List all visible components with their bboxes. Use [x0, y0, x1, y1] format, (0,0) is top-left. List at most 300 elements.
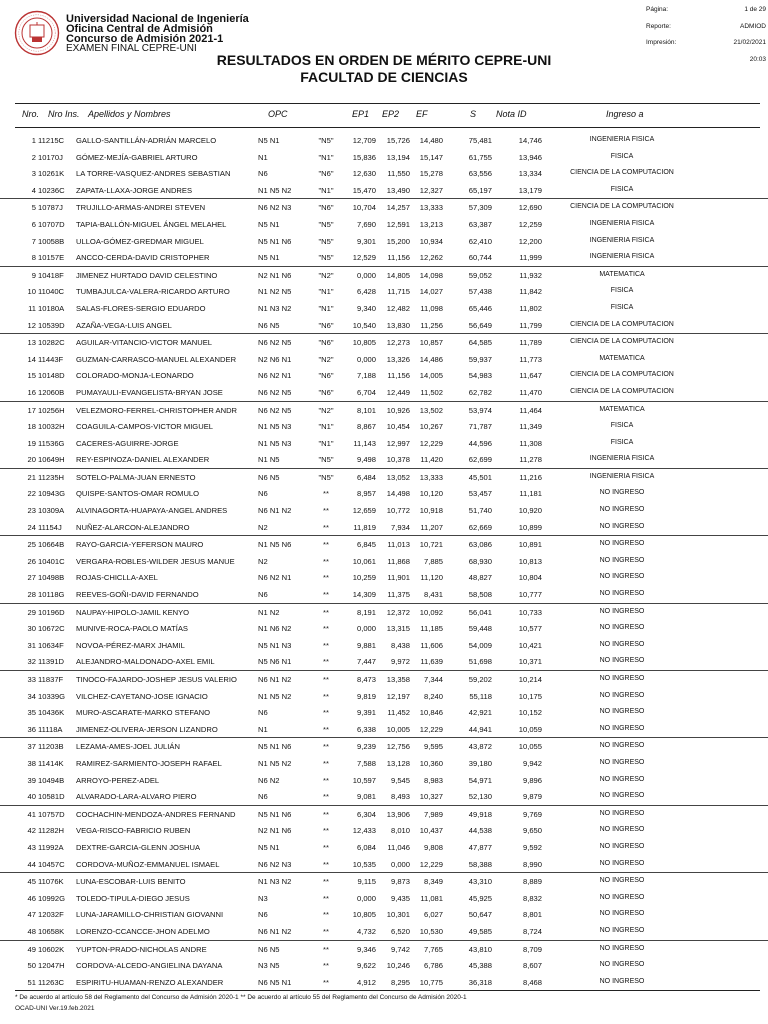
- print-date: 21/02/2021: [733, 39, 766, 47]
- cell-ing: NO INGRESÓ: [599, 556, 645, 564]
- cell-opc: N6: [258, 708, 268, 718]
- cell-opc: N5 N1 N6: [258, 742, 292, 752]
- cell-ing: NO INGRESÓ: [599, 977, 645, 985]
- cell-name: ZAPATA-LLAXA-JORGE ANDRES: [76, 185, 193, 195]
- table-row: [0, 974, 768, 991]
- cell-ef: 7,765: [423, 944, 443, 954]
- cell-opc: N5 N1: [258, 136, 280, 145]
- cell-name: JIMENEZ HURTADO DAVID CELESTINO: [76, 270, 218, 280]
- cell-nota: 9,769: [522, 809, 542, 819]
- cell-nota: 10,421: [518, 640, 542, 650]
- cell-n: 29: [27, 607, 36, 617]
- cell-nota: 10,777: [518, 590, 542, 600]
- cell-ef: 13,333: [419, 203, 443, 213]
- table-row: [0, 367, 768, 384]
- cell-ep2: 13,830: [386, 320, 410, 330]
- cell-opc: N1: [258, 724, 268, 734]
- cell-name: LEZAMA-AMES-JOEL JULIÁN: [76, 742, 180, 752]
- table-row: [0, 653, 768, 670]
- table-row: [0, 216, 768, 233]
- cell-ing: NO INGRESÓ: [599, 961, 645, 969]
- cell-code: "N1": [318, 422, 334, 432]
- cell-ef: 7,989: [423, 809, 443, 819]
- cell-code: **: [323, 573, 329, 583]
- cell-s: 57,309: [468, 203, 492, 213]
- cell-ing: FÍSICA: [610, 422, 634, 430]
- cell-n: 40: [27, 792, 36, 802]
- cell-opc: N1 N5 N2: [258, 185, 292, 195]
- cell-ins: 10157E: [38, 253, 65, 263]
- cell-s: 53,457: [468, 489, 492, 499]
- table-row: [0, 519, 768, 536]
- cell-n: 28: [27, 590, 36, 600]
- table-row: [0, 233, 768, 250]
- cell-ing: NO INGRESÓ: [599, 877, 645, 885]
- cell-ing: CIENCIA DE LA COMPUTACIÓN: [570, 371, 674, 379]
- table-row: [0, 149, 768, 166]
- cell-opc: N1 N5 N2: [258, 758, 292, 768]
- cell-code: "N6": [318, 203, 334, 213]
- table-row: [0, 249, 768, 266]
- cell-ep2: 9,742: [390, 944, 410, 954]
- cell-ef: 13,502: [419, 405, 443, 415]
- cell-opc: N6: [258, 169, 268, 179]
- cell-opc: N5 N1 N3: [258, 640, 292, 650]
- cell-s: 50,647: [468, 910, 492, 920]
- cell-code: "N6": [318, 169, 334, 179]
- table-row: [0, 923, 768, 940]
- table-row: [0, 485, 768, 502]
- cell-ing: CIENCIA DE LA COMPUTACIÓN: [570, 203, 674, 211]
- university-seal-logo: [14, 10, 60, 56]
- cell-s: 47,877: [468, 842, 492, 852]
- cell-s: 36,318: [468, 977, 492, 987]
- cell-opc: N5 N1: [258, 842, 280, 852]
- cell-ing: NO INGRESÓ: [599, 506, 645, 514]
- cell-n: 39: [27, 775, 36, 785]
- table-row: [0, 755, 768, 772]
- cell-ins: 12032F: [38, 910, 64, 920]
- cell-ing: NO INGRESÓ: [599, 809, 645, 817]
- cell-name: ALVINAGORTA-HUAPAYA-ANGEL ANDRES: [76, 506, 228, 516]
- cell-ins: 10539D: [38, 320, 65, 330]
- cell-ins: 11536G: [38, 438, 65, 448]
- cell-ing: NO INGRESÓ: [599, 489, 645, 497]
- cell-code: **: [323, 742, 329, 752]
- page-subtitle: FACULTAD DE CIENCIAS: [300, 69, 468, 85]
- cell-name: LUNA-ESCOBAR-LUIS BENITO: [76, 877, 186, 887]
- cell-s: 55,118: [469, 691, 492, 701]
- cell-ins: 10498B: [38, 573, 65, 583]
- cell-ef: 6,786: [423, 961, 443, 971]
- cell-code: "N5": [318, 219, 334, 229]
- cell-name: CORDOVA-ALCEDO-ANGIELINA DAYANA: [76, 961, 223, 971]
- cell-name: ANCCO-CERDA-DAVID CRISTOPHER: [76, 253, 210, 263]
- cell-ep2: 12,997: [386, 438, 410, 448]
- table-row: [0, 535, 768, 553]
- cell-n: 7: [31, 236, 36, 246]
- cell-n: 10: [27, 287, 36, 297]
- cell-name: NUÑEZ-ALARCON-ALEJANDRO: [76, 522, 190, 532]
- cell-opc: N6: [258, 489, 268, 499]
- cell-name: NOVOA-PÉREZ-MARX JHAMIL: [76, 640, 185, 650]
- cell-code: **: [323, 624, 329, 634]
- cell-n: 42: [27, 826, 36, 836]
- cell-nota: 10,055: [518, 742, 542, 752]
- cell-opc: N2 N1 N6: [258, 270, 292, 280]
- cell-opc: N1 N5 N3: [258, 422, 292, 432]
- cell-nota: 12,200: [518, 236, 542, 246]
- cell-opc: N1 N3 N2: [258, 303, 292, 313]
- cell-ins: 11443F: [38, 354, 64, 364]
- cell-ep2: 13,315: [386, 624, 410, 634]
- cell-nota: 9,592: [522, 842, 542, 852]
- cell-code: "N5": [318, 455, 334, 465]
- cell-s: 71,787: [468, 422, 492, 432]
- cell-ef: 11,120: [420, 573, 443, 583]
- cell-opc: N2: [258, 522, 268, 532]
- cell-ef: 10,934: [419, 236, 443, 246]
- cell-name: ALEJANDRO-MALDONADO-AXEL EMIL: [76, 657, 215, 667]
- cell-s: 75,481: [468, 136, 492, 145]
- cell-s: 58,388: [468, 859, 492, 869]
- cell-name: COAGUILA-CAMPOS-VICTOR MIGUEL: [76, 422, 213, 432]
- cell-ing: FÍSICA: [610, 152, 634, 160]
- cell-name: LUNA-JARAMILLO-CHRISTIAN GIOVANNI: [76, 910, 224, 920]
- cell-ing: FÍSICA: [610, 185, 634, 193]
- cell-ins: 11391D: [38, 657, 65, 667]
- cell-ef: 14,005: [419, 371, 443, 381]
- cell-code: **: [323, 708, 329, 718]
- cell-ep1: 12,659: [352, 506, 376, 516]
- cell-ins: 11837F: [38, 675, 64, 684]
- cell-s: 48,827: [468, 573, 492, 583]
- cell-name: GUZMAN-CARRASCO-MANUEL ALEXANDER: [76, 354, 237, 364]
- cell-n: 44: [27, 859, 36, 869]
- cell-name: ARROYO-PEREZ-ADEL: [76, 775, 160, 785]
- table-row: [0, 856, 768, 873]
- cell-code: **: [323, 590, 329, 600]
- cell-ins: 11203B: [38, 742, 64, 752]
- table-row: [0, 317, 768, 334]
- cell-ins: 11414K: [38, 758, 64, 768]
- cell-ing: NO INGRESÓ: [599, 708, 645, 716]
- cell-ef: 10,530: [419, 926, 443, 936]
- cell-n: 38: [27, 758, 36, 768]
- cell-code: **: [323, 657, 329, 667]
- cell-ep1: 7,447: [356, 657, 376, 667]
- cell-ep1: 9,819: [356, 691, 376, 701]
- cell-ep2: 10,378: [386, 455, 410, 465]
- cell-ins: 11263C: [38, 977, 65, 987]
- footer: [15, 992, 467, 1014]
- cell-code: "N2": [318, 354, 334, 364]
- cell-nota: 10,371: [518, 657, 542, 667]
- cell-n: 11: [28, 303, 36, 313]
- cell-ing: INGENIERÍA FÍSICA: [589, 136, 655, 143]
- cell-n: 26: [27, 556, 36, 566]
- cell-s: 59,448: [468, 624, 492, 634]
- cell-opc: N1 N5 N3: [258, 438, 292, 448]
- cell-ins: 12060B: [38, 387, 65, 397]
- table-row: [0, 737, 768, 755]
- cell-opc: N6 N5 N1: [258, 977, 292, 987]
- cell-opc: N2 N6 N1: [258, 354, 292, 364]
- cell-ep1: 10,805: [352, 338, 376, 348]
- cell-code: **: [323, 792, 329, 802]
- cell-name: TAPIA-BALLÓN-MIGUEL ÁNGEL MELAHEL: [76, 219, 227, 229]
- cell-name: ESPIRITU-HUAMAN-RENZO ALEXANDER: [76, 977, 224, 987]
- cell-s: 43,310: [468, 877, 492, 887]
- cell-nota: 11,802: [519, 303, 542, 313]
- cell-name: TINOCO-FAJARDO-JOSHEP JESUS VALERIO: [76, 675, 237, 684]
- table-row: [0, 266, 768, 284]
- cell-ing: NO INGRESÓ: [599, 624, 645, 632]
- cell-ins: 10457C: [38, 859, 65, 869]
- cell-ing: NO INGRESÓ: [599, 607, 645, 615]
- cell-name: TOLEDO-TIPULA-DIEGO JESUS: [76, 893, 190, 903]
- cell-s: 51,740: [468, 506, 492, 516]
- table-row: [0, 132, 768, 149]
- cell-nota: 9,942: [522, 758, 542, 768]
- cell-ep2: 9,435: [390, 893, 410, 903]
- cell-code: **: [323, 842, 329, 852]
- cell-ing: NO INGRESÓ: [599, 910, 645, 918]
- cell-s: 44,941: [468, 724, 492, 734]
- cell-ef: 15,147: [419, 152, 443, 162]
- cell-code: **: [323, 522, 329, 532]
- cell-ins: 10180A: [38, 303, 65, 313]
- print-time: 20:03: [749, 55, 766, 63]
- cell-name: SOTELO-PALMA-JUAN ERNESTO: [76, 472, 196, 482]
- cell-ep2: 12,449: [386, 387, 410, 397]
- cell-nota: 9,896: [522, 775, 542, 785]
- cell-s: 43,810: [468, 944, 492, 954]
- cell-s: 57,438: [468, 287, 492, 297]
- cell-n: 6: [31, 219, 36, 229]
- cell-code: "N5": [318, 472, 334, 482]
- cell-code: **: [323, 489, 329, 499]
- cell-ef: 12,229: [419, 724, 443, 734]
- cell-ep1: 10,535: [352, 859, 376, 869]
- cell-nota: 10,152: [518, 708, 542, 718]
- cell-ing: INGENIERÍA FÍSICA: [589, 236, 655, 244]
- cell-ins: 10148D: [38, 371, 65, 381]
- cell-code: "N6": [318, 320, 334, 330]
- report-value: ADMIOD: [740, 22, 766, 30]
- cell-ep2: 8,295: [390, 977, 410, 987]
- cell-opc: N6 N1 N2: [258, 675, 292, 684]
- cell-opc: N2 N1 N6: [258, 826, 292, 836]
- table-row: [0, 165, 768, 182]
- cell-ing: FÍSICA: [610, 287, 634, 295]
- cell-name: VILCHEZ-CAYETANO-JOSE IGNACIO: [76, 691, 208, 701]
- report-label: Reporte:: [646, 22, 671, 30]
- cell-n: 48: [27, 926, 36, 936]
- table-row: [0, 839, 768, 856]
- cell-ef: 10,918: [419, 506, 443, 516]
- office-name: Oficina Central de Admisión: [66, 23, 213, 35]
- cell-ep2: 12,591: [386, 219, 410, 229]
- cell-code: "N1": [318, 287, 334, 297]
- table-row: [0, 822, 768, 839]
- footer-version: OCAD-UNI Ver.19.feb.2021: [15, 1005, 95, 1012]
- cell-s: 45,925: [468, 893, 492, 903]
- cell-opc: N6: [258, 590, 268, 600]
- table-row: [0, 586, 768, 603]
- cell-code: "N1": [318, 438, 334, 448]
- cell-code: **: [323, 556, 329, 566]
- cell-ef: 11,185: [420, 624, 443, 634]
- cell-nota: 11,308: [519, 438, 542, 448]
- cell-ep2: 14,257: [386, 203, 410, 213]
- cell-s: 59,052: [468, 270, 492, 280]
- cell-name: RAYO-GARCIA-YEFERSON MAURO: [76, 540, 204, 550]
- cell-opc: N1 N3 N2: [258, 877, 292, 887]
- cell-ins: 10282C: [38, 338, 65, 348]
- cell-s: 59,937: [468, 354, 492, 364]
- table-row: [0, 384, 768, 401]
- cell-ep1: 9,081: [356, 792, 376, 802]
- cell-opc: N6 N2 N5: [258, 405, 292, 415]
- col-s: S: [470, 109, 477, 119]
- cell-ing: NO INGRESÓ: [599, 724, 645, 732]
- cell-name: TRUJILLO-ARMAS-ANDREI STEVEN: [76, 203, 206, 213]
- cell-ep2: 7,934: [390, 522, 410, 532]
- cell-name: AGUILAR-VITANCIO-VICTOR MANUEL: [76, 338, 213, 348]
- cell-ep2: 13,358: [386, 675, 410, 684]
- cell-s: 61,755: [468, 152, 492, 162]
- cell-ep2: 12,482: [386, 303, 410, 313]
- cell-code: "N6": [318, 371, 334, 381]
- cell-ep2: 11,013: [387, 540, 410, 550]
- cell-ep2: 11,550: [387, 169, 410, 179]
- cell-s: 56,041: [468, 607, 492, 617]
- cell-ep1: 10,805: [352, 910, 376, 920]
- cell-ef: 14,027: [419, 287, 443, 297]
- cell-name: MUNIVE-ROCA-PAOLO MATÍAS: [76, 624, 188, 634]
- cell-nota: 10,577: [518, 624, 542, 634]
- cell-ep1: 7,690: [356, 219, 376, 229]
- col-opc: OPC: [268, 109, 288, 119]
- cell-ep1: 8,191: [356, 607, 376, 617]
- cell-nota: 13,946: [518, 152, 542, 162]
- cell-nota: 11,647: [519, 371, 542, 381]
- cell-n: 41: [27, 809, 36, 819]
- col-ep2: EP2: [382, 109, 400, 119]
- cell-name: CORDOVA-MUÑOZ-EMMANUEL ISMAEL: [76, 859, 220, 869]
- cell-name: JIMENEZ-OLIVERA-JERSON LIZANDRO: [76, 724, 218, 734]
- cell-code: **: [323, 826, 329, 836]
- cell-ep1: 11,143: [353, 438, 376, 448]
- cell-ef: 8,240: [423, 691, 443, 701]
- cell-ef: 11,606: [420, 640, 443, 650]
- cell-ep2: 9,972: [390, 657, 410, 667]
- cell-n: 47: [27, 910, 36, 920]
- cell-s: 56,649: [468, 320, 492, 330]
- cell-n: 8: [31, 253, 36, 263]
- cell-ep1: 9,498: [356, 455, 376, 465]
- cell-ins: 10602K: [38, 944, 65, 954]
- cell-name: DEXTRE-GARCIA-GLENN JOSHUA: [76, 842, 201, 852]
- cell-n: 22: [27, 489, 36, 499]
- cell-ef: 10,120: [419, 489, 443, 499]
- cell-ep1: 12,529: [352, 253, 376, 263]
- cell-n: 12: [27, 320, 36, 330]
- cell-n: 20: [27, 455, 36, 465]
- cell-ing: NO INGRESÓ: [599, 859, 645, 867]
- cell-ins: 11992A: [38, 842, 64, 852]
- cell-name: GALLO-SANTILLÁN-ADRIÁN MARCELO: [76, 136, 217, 145]
- cell-n: 4: [31, 185, 36, 195]
- table-row: [0, 351, 768, 368]
- cell-ep2: 11,375: [387, 590, 410, 600]
- cell-ep1: 0,000: [356, 354, 376, 364]
- cell-nota: 12,259: [518, 219, 542, 229]
- cell-s: 45,501: [468, 472, 492, 482]
- cell-ep1: 4,912: [356, 977, 376, 987]
- cell-code: "N5": [318, 136, 334, 145]
- cell-ep1: 9,115: [357, 877, 376, 887]
- cell-opc: N1: [258, 152, 268, 162]
- cell-opc: N6 N2 N5: [258, 387, 292, 397]
- cell-s: 54,983: [468, 371, 492, 381]
- cell-ep1: 12,433: [352, 826, 376, 836]
- cell-opc: N6 N2: [258, 775, 280, 785]
- table-row: [0, 940, 768, 958]
- cell-n: 18: [27, 422, 36, 432]
- table-row: [0, 418, 768, 435]
- cell-nota: 11,278: [519, 455, 542, 465]
- cell-s: 54,009: [468, 640, 492, 650]
- cell-ep1: 6,845: [356, 540, 376, 550]
- cell-s: 44,596: [468, 438, 492, 448]
- cell-ins: 10401C: [38, 556, 65, 566]
- cell-ins: 10170J: [38, 152, 63, 162]
- cell-nota: 10,733: [518, 607, 542, 617]
- cell-nota: 10,175: [518, 691, 542, 701]
- cell-n: 50: [27, 961, 36, 971]
- cell-code: **: [323, 640, 329, 650]
- cell-ep2: 14,805: [386, 270, 410, 280]
- cell-ing: INGENIERÍA FÍSICA: [589, 472, 655, 480]
- cell-ep1: 10,704: [352, 203, 376, 213]
- cell-ep1: 7,188: [356, 371, 376, 381]
- cell-name: CACERES-AGUIRRE-JORGE: [76, 438, 179, 448]
- cell-ef: 14,098: [419, 270, 443, 280]
- cell-ep1: 9,340: [356, 303, 376, 313]
- cell-s: 62,410: [468, 236, 492, 246]
- cell-s: 52,130: [468, 792, 492, 802]
- cell-ep1: 15,470: [352, 185, 376, 195]
- cell-ins: 10058B: [38, 236, 65, 246]
- cell-n: 34: [27, 691, 36, 701]
- results-table: [0, 132, 768, 990]
- cell-ep1: 14,309: [352, 590, 376, 600]
- cell-ep1: 6,704: [356, 387, 376, 397]
- cell-ep2: 11,046: [387, 842, 410, 852]
- cell-nota: 8,801: [522, 910, 542, 920]
- cell-ep1: 9,881: [356, 640, 376, 650]
- cell-ins: 10672C: [38, 624, 65, 634]
- footer-note: * De acuerdo al artículo 58 del Reglamento del Concurso de Admisión 2020-1 ** De acuerdo al artículo 55 del Reglamento del Concurso de Admisión 2020-1: [15, 994, 467, 1001]
- cell-ing: NO INGRESÓ: [599, 775, 645, 783]
- cell-opc: N1 N5 N2: [258, 691, 292, 701]
- cell-name: NAUPAY-HIPOLO-JAMIL KENYO: [76, 607, 190, 617]
- cell-ef: 10,327: [419, 792, 443, 802]
- cell-ep1: 9,239: [356, 742, 376, 752]
- cell-s: 39,180: [468, 758, 492, 768]
